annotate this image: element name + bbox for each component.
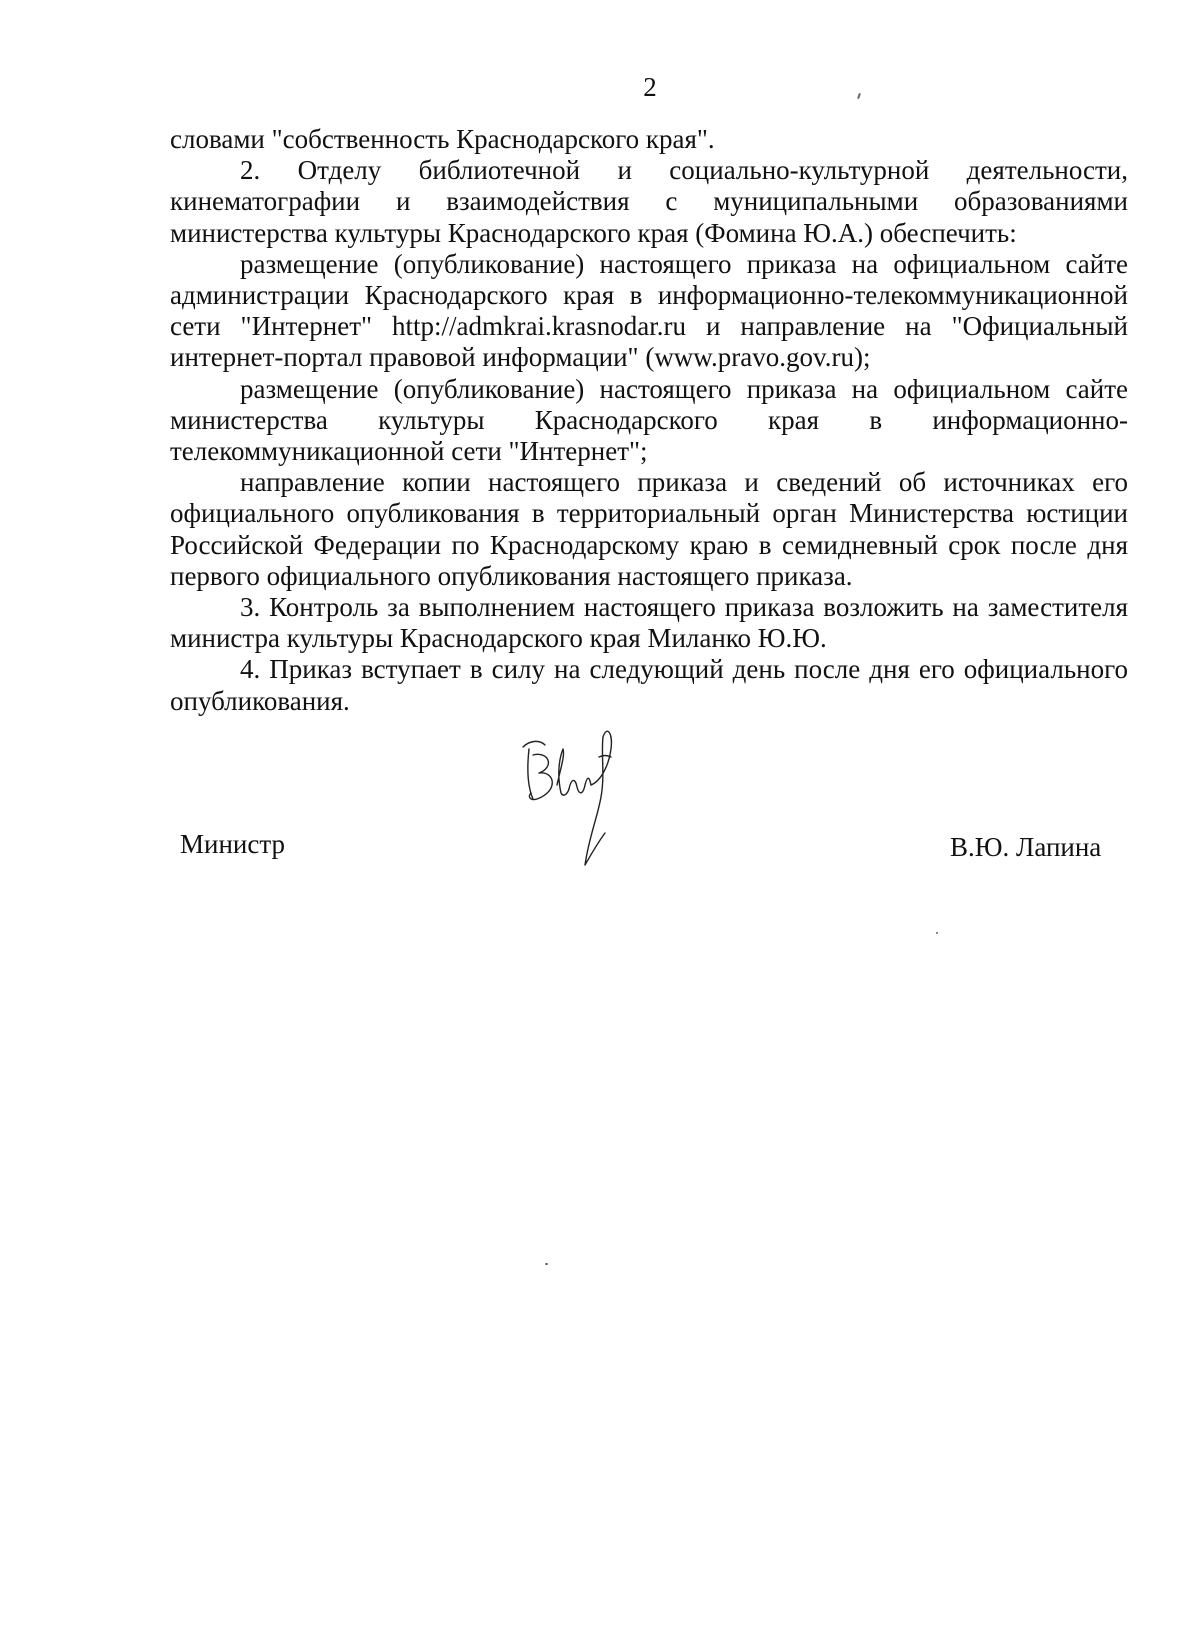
paragraph-publication-ministry-site: размещение (опубликование) настоящего приказа на официальном сайте министерства культуры Краснодарского края в информационно-телекоммуникационной сети "Интернет"; <box>170 373 1128 467</box>
signatory-title: Министр <box>180 829 285 859</box>
paragraph-item-3: 3. Контроль за выполнением настоящего приказа возложить на заместителя министра культуры Краснодарского края Миланко Ю.Ю. <box>170 592 1128 654</box>
scan-speck <box>545 1263 548 1265</box>
paragraph-item-4: 4. Приказ вступает в силу на следующий день после дня его официального опубликования. <box>170 654 1128 716</box>
document-body <box>170 124 1128 717</box>
handwritten-signature <box>515 715 650 895</box>
signatory-name: В.Ю. Лапина <box>950 832 1102 862</box>
paragraph-continuation: словами "собственность Краснодарского края". <box>170 124 715 154</box>
scan-speck <box>936 932 938 934</box>
paragraph-publication-admin-site: размещение (опубликование) настоящего приказа на официальном сайте администрации Краснодарского края в информационно-телекоммуникационной сети "Интернет" http://admkrai.krasnodar.ru и направление на "Официальный интернет-портал правовой информации" (www.pravo.gov.ru); <box>170 248 1128 373</box>
paragraph-copy-to-justice: направление копии настоящего приказа и сведений об источниках его официального опубликования в территориальный орган Министерства юстиции Российской Федерации по Краснодарскому краю в семидневный срок после дня первого официального опубликования настоящего приказа. <box>170 467 1128 591</box>
paragraph-item-2: 2. Отделу библиотечной и социально-культурной деятельности, кинематографии и взаимодействия с муниципальными образованиями министерства культуры Краснодарского края (Фомина Ю.А.) обеспечить: <box>170 155 1128 248</box>
page-number: 2 <box>643 72 657 102</box>
